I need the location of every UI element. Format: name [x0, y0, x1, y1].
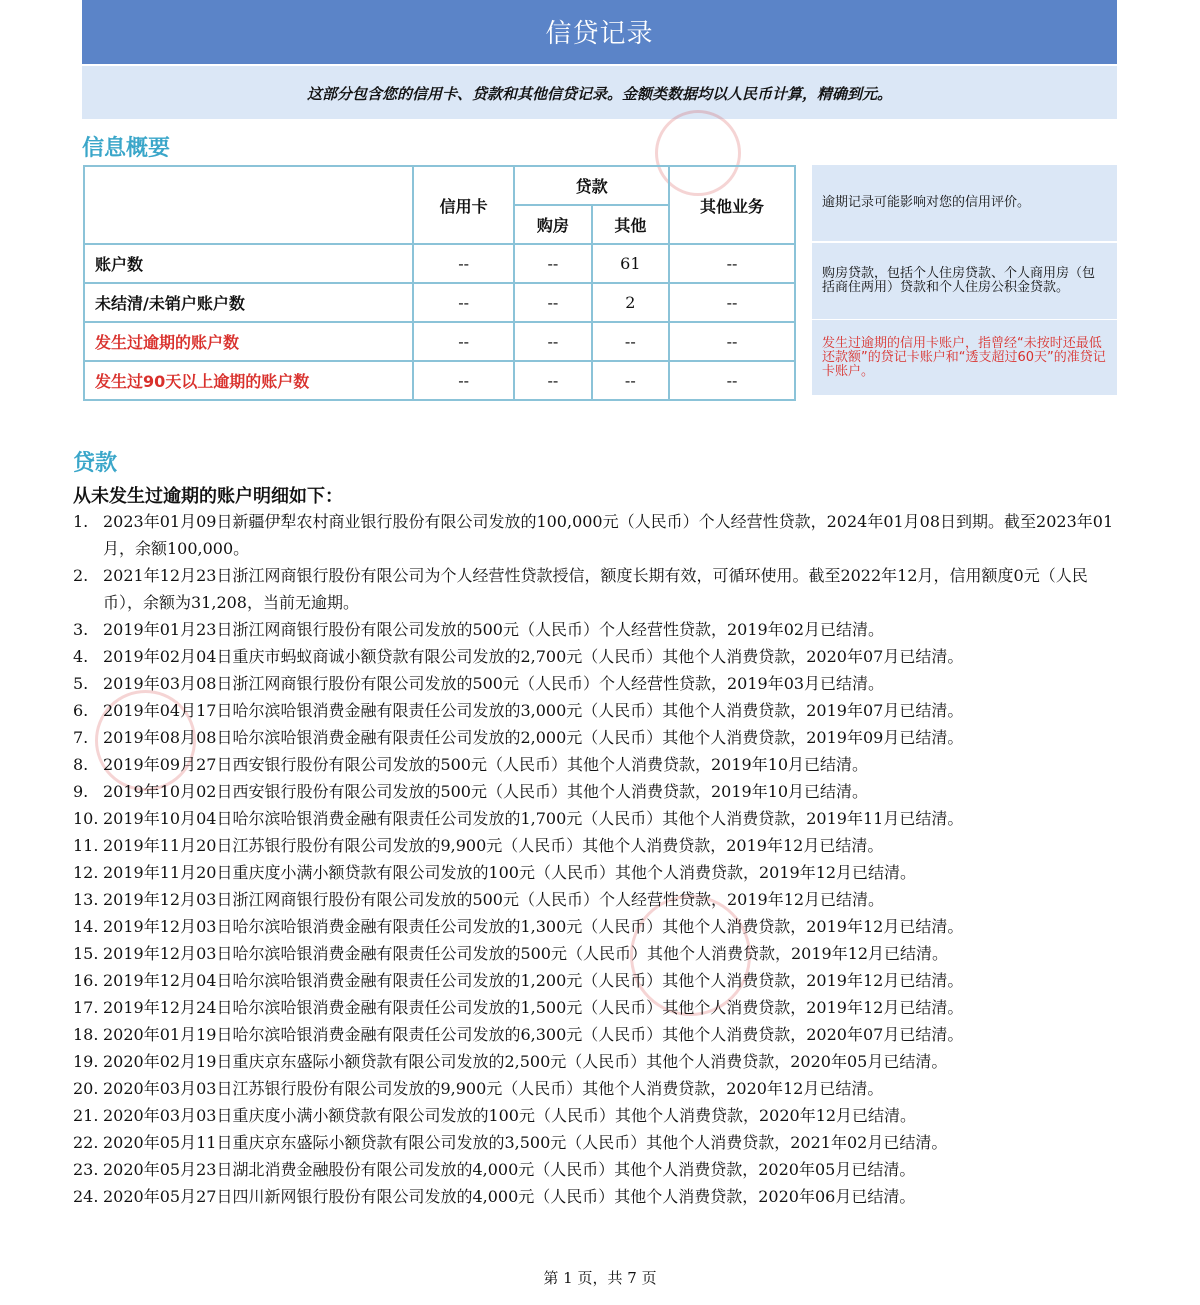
- list-item-number: 22.: [73, 1133, 99, 1152]
- note-text: 发生过逾期的信用卡账户，指曾经“未按时还最低还款额”的贷记卡账户和“透支超过60天”的准贷记卡账户。: [822, 335, 1106, 379]
- table-row: [84, 283, 795, 322]
- list-item: [73, 508, 1123, 562]
- list-item-text: 2020年02月19日重庆京东盛际小额贷款有限公司发放的2,500元（人民币）其他个人消费贷款，2020年05月已结清。: [103, 1052, 948, 1071]
- header-empty: [84, 166, 413, 244]
- cell-value: --: [514, 361, 591, 400]
- list-item-text: 2020年05月27日四川新网银行股份有限公司发放的4,000元（人民币）其他个人消费贷款，2020年06月已结清。: [103, 1187, 916, 1206]
- list-item: [73, 1129, 1123, 1156]
- list-item: [73, 1048, 1123, 1075]
- cell-value: --: [669, 244, 795, 283]
- cell-value: --: [514, 283, 591, 322]
- list-item: [73, 1075, 1123, 1102]
- list-item-number: 21.: [73, 1106, 99, 1125]
- page-title: 信贷记录: [82, 0, 1117, 64]
- list-item: [73, 805, 1123, 832]
- list-item: [73, 994, 1123, 1021]
- list-item-text: 2019年12月24日哈尔滨哈银消费金融有限责任公司发放的1,500元（人民币）其他个人消费贷款，2019年12月已结清。: [103, 998, 964, 1017]
- list-item-number: 16.: [73, 971, 99, 990]
- table-row: [84, 361, 795, 400]
- list-item: [73, 616, 1123, 643]
- col-header-other-business: 其他业务: [669, 166, 795, 244]
- list-item-number: 6.: [73, 701, 89, 720]
- page-subtitle: 这部分包含您的信用卡、贷款和其他信贷记录。金额类数据均以人民币计算，精确到元。: [82, 66, 1117, 119]
- row-label: 发生过90天以上逾期的账户数: [84, 361, 413, 400]
- list-item: [73, 724, 1123, 751]
- row-label: 账户数: [84, 244, 413, 283]
- list-item: [73, 940, 1123, 967]
- cell-value: 61: [592, 244, 669, 283]
- list-item-text: 2019年11月20日江苏银行股份有限公司发放的9,900元（人民币）其他个人消费贷款，2019年12月已结清。: [103, 836, 884, 855]
- list-item: [73, 697, 1123, 724]
- list-item-text: 2019年01月23日浙江网商银行股份有限公司发放的500元（人民币）个人经营性贷款，2019年02月已结清。: [103, 620, 885, 639]
- list-item: [73, 886, 1123, 913]
- note-text: 购房贷款，包括个人住房贷款、个人商用房（包括商住两用）贷款和个人住房公积金贷款。: [822, 266, 1096, 295]
- list-item-text: 2019年10月02日西安银行股份有限公司发放的500元（人民币）其他个人消费贷款，2019年10月已结清。: [103, 782, 869, 801]
- cell-value: --: [669, 361, 795, 400]
- list-item-number: 7.: [73, 728, 89, 747]
- list-item-number: 1.: [73, 512, 89, 531]
- list-item-number: 20.: [73, 1079, 99, 1098]
- cell-value: --: [413, 283, 514, 322]
- list-item-text: 2021年12月23日浙江网商银行股份有限公司为个人经营性贷款授信，额度长期有效，可循环使用。截至2022年12月，信用额度0元（人民币），余额为31,208，当前无逾期。: [103, 566, 1088, 612]
- cell-value: --: [669, 283, 795, 322]
- cell-value: 2: [592, 283, 669, 322]
- section-title-overview: 信息概要: [82, 136, 171, 161]
- list-item: [73, 1021, 1123, 1048]
- list-item-text: 2020年05月23日湖北消费金融股份有限公司发放的4,000元（人民币）其他个人消费贷款，2020年05月已结清。: [103, 1160, 916, 1179]
- list-item: [73, 778, 1123, 805]
- cell-value: --: [413, 361, 514, 400]
- cell-value: --: [514, 244, 591, 283]
- list-item-number: 14.: [73, 917, 99, 936]
- list-item-text: 2019年08月08日哈尔滨哈银消费金融有限责任公司发放的2,000元（人民币）其他个人消费贷款，2019年09月已结清。: [103, 728, 964, 747]
- list-item-text: 2019年03月08日浙江网商银行股份有限公司发放的500元（人民币）个人经营性贷款，2019年03月已结清。: [103, 674, 885, 693]
- row-label: 发生过逾期的账户数: [84, 322, 413, 361]
- list-item: [73, 967, 1123, 994]
- list-item: [73, 1183, 1123, 1210]
- row-label: 未结清/未销户账户数: [84, 283, 413, 322]
- list-item-number: 19.: [73, 1052, 99, 1071]
- list-item: [73, 643, 1123, 670]
- note-housing-loan: [812, 243, 1117, 319]
- list-item-text: 2019年12月04日哈尔滨哈银消费金融有限责任公司发放的1,200元（人民币）其他个人消费贷款，2019年12月已结清。: [103, 971, 964, 990]
- list-item-text: 2019年04月17日哈尔滨哈银消费金融有限责任公司发放的3,000元（人民币）其他个人消费贷款，2019年07月已结清。: [103, 701, 964, 720]
- list-item-number: 17.: [73, 998, 99, 1017]
- loans-subheading: 从未发生过逾期的账户明细如下：: [73, 486, 343, 507]
- list-item-text: 2019年12月03日浙江网商银行股份有限公司发放的500元（人民币）个人经营性贷款，2019年12月已结清。: [103, 890, 885, 909]
- list-item-number: 15.: [73, 944, 99, 963]
- list-item-number: 10.: [73, 809, 99, 828]
- list-item-number: 9.: [73, 782, 89, 801]
- table-row: [84, 244, 795, 283]
- list-item-text: 2020年01月19日哈尔滨哈银消费金融有限责任公司发放的6,300元（人民币）其他个人消费贷款，2020年07月已结清。: [103, 1025, 964, 1044]
- list-item-text: 2019年10月04日哈尔滨哈银消费金融有限责任公司发放的1,700元（人民币）其他个人消费贷款，2019年11月已结清。: [103, 809, 964, 828]
- list-item-number: 12.: [73, 863, 99, 882]
- list-item: [73, 859, 1123, 886]
- list-item-text: 2023年01月09日新疆伊犁农村商业银行股份有限公司发放的100,000元（人民币）个人经营性贷款，2024年01月08日到期。截至2023年01月，余额100,000。: [103, 512, 1114, 558]
- list-item-number: 23.: [73, 1160, 99, 1179]
- list-item: [73, 832, 1123, 859]
- note-overdue-impact: [812, 165, 1117, 241]
- list-item-number: 13.: [73, 890, 99, 909]
- list-item-number: 3.: [73, 620, 89, 639]
- list-item: [73, 1156, 1123, 1183]
- list-item: [73, 1102, 1123, 1129]
- cell-value: --: [413, 322, 514, 361]
- list-item-text: 2019年12月03日哈尔滨哈银消费金融有限责任公司发放的1,300元（人民币）其他个人消费贷款，2019年12月已结清。: [103, 917, 964, 936]
- cell-value: --: [592, 322, 669, 361]
- note-overdue-card: [812, 320, 1117, 395]
- list-item-number: 4.: [73, 647, 89, 666]
- table-row: [84, 322, 795, 361]
- list-item-text: 2020年03月03日重庆度小满小额贷款有限公司发放的100元（人民币）其他个人消费贷款，2020年12月已结清。: [103, 1106, 917, 1125]
- cell-value: --: [669, 322, 795, 361]
- list-item: [73, 562, 1123, 616]
- col-header-other-loan: 其他: [592, 205, 669, 244]
- list-item-text: 2019年12月03日哈尔滨哈银消费金融有限责任公司发放的500元（人民币）其他个人消费贷款，2019年12月已结清。: [103, 944, 949, 963]
- cell-value: --: [514, 322, 591, 361]
- list-item-number: 11.: [73, 836, 99, 855]
- list-item-number: 8.: [73, 755, 89, 774]
- list-item: [73, 913, 1123, 940]
- col-header-loan: 贷款: [514, 166, 669, 205]
- list-item-text: 2020年03月03日江苏银行股份有限公司发放的9,900元（人民币）其他个人消费贷款，2020年12月已结清。: [103, 1079, 884, 1098]
- list-item: [73, 751, 1123, 778]
- list-item-number: 5.: [73, 674, 89, 693]
- credit-summary-table: [83, 165, 796, 401]
- list-item-text: 2019年09月27日西安银行股份有限公司发放的500元（人民币）其他个人消费贷款，2019年10月已结清。: [103, 755, 869, 774]
- list-item-text: 2020年05月11日重庆京东盛际小额贷款有限公司发放的3,500元（人民币）其他个人消费贷款，2021年02月已结清。: [103, 1133, 948, 1152]
- cell-value: --: [592, 361, 669, 400]
- list-item-text: 2019年11月20日重庆度小满小额贷款有限公司发放的100元（人民币）其他个人消费贷款，2019年12月已结清。: [103, 863, 917, 882]
- loan-records-list: [73, 508, 1123, 1210]
- col-header-housing: 购房: [514, 205, 591, 244]
- list-item-number: 2.: [73, 566, 89, 585]
- section-title-loans: 贷款: [73, 451, 118, 476]
- page-number: 第 1 页，共 7 页: [543, 1269, 657, 1287]
- list-item-number: 24.: [73, 1187, 99, 1206]
- cell-value: --: [413, 244, 514, 283]
- list-item-number: 18.: [73, 1025, 99, 1044]
- note-text: 逾期记录可能影响对您的信用评价。: [822, 195, 1031, 210]
- list-item-text: 2019年02月04日重庆市蚂蚁商诚小额贷款有限公司发放的2,700元（人民币）其他个人消费贷款，2020年07月已结清。: [103, 647, 964, 666]
- list-item: [73, 670, 1123, 697]
- col-header-credit-card: 信用卡: [413, 166, 514, 244]
